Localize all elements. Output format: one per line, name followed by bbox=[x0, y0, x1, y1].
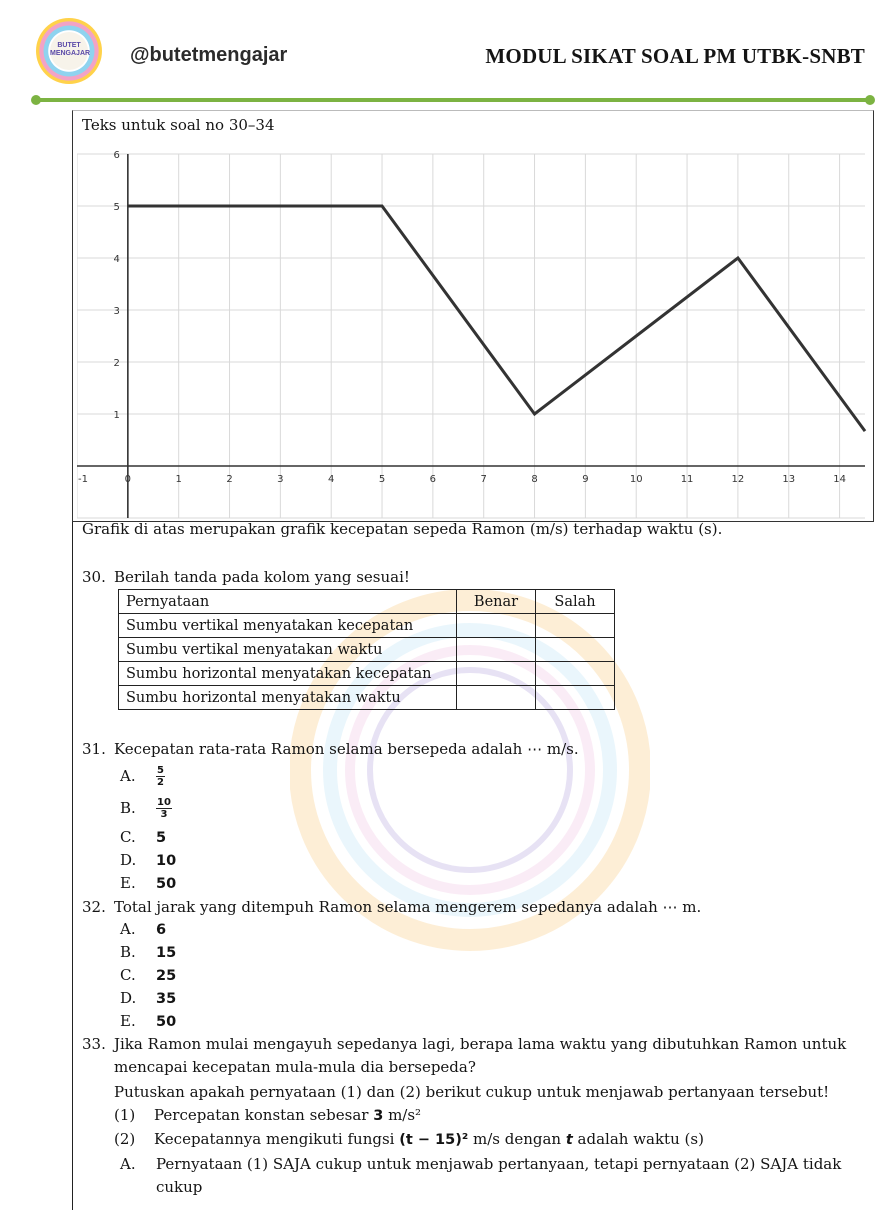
statement-cell: Sumbu horizontal menyatakan waktu bbox=[119, 686, 457, 710]
fraction-numerator: 10 bbox=[156, 797, 172, 809]
option-value: 50 bbox=[156, 1014, 176, 1030]
butet-mengajar-logo-icon bbox=[36, 18, 102, 84]
option-letter: A. bbox=[120, 920, 156, 938]
salah-cell[interactable] bbox=[536, 638, 615, 662]
option-letter: E. bbox=[120, 874, 156, 892]
option-a[interactable] bbox=[120, 765, 165, 788]
option-a[interactable] bbox=[120, 1155, 841, 1173]
option-d[interactable] bbox=[120, 851, 176, 869]
fraction-denominator: 3 bbox=[156, 809, 172, 820]
logo-center bbox=[50, 32, 88, 70]
x-tick-label: 13 bbox=[782, 474, 795, 485]
statement-cell: Sumbu horizontal menyatakan kecepatan bbox=[119, 662, 457, 686]
x-tick-label: 6 bbox=[430, 474, 436, 485]
salah-cell[interactable] bbox=[536, 614, 615, 638]
x-tick-label: 9 bbox=[582, 474, 588, 485]
option-d[interactable] bbox=[120, 989, 176, 1007]
fraction-numerator: 5 bbox=[156, 765, 165, 777]
option-letter: B. bbox=[120, 943, 156, 961]
option-letter: A. bbox=[120, 767, 156, 785]
salah-cell[interactable] bbox=[536, 686, 615, 710]
y-tick-label: 5 bbox=[113, 202, 119, 213]
statement-text: Kecepatannya mengikuti fungsi bbox=[154, 1130, 399, 1148]
question-32 bbox=[82, 898, 701, 916]
option-value: 6 bbox=[156, 922, 166, 938]
table-row bbox=[119, 638, 615, 662]
graph-heading: Teks untuk soal no 30–34 bbox=[82, 116, 275, 134]
option-letter: E. bbox=[120, 1012, 156, 1030]
instruction-text: Putuskan apakah pernyataan (1) dan (2) berikut cukup untuk menjawab pertanyaan tersebut! bbox=[114, 1083, 829, 1101]
statement-unit: m/s dengan bbox=[468, 1130, 566, 1148]
option-value: 35 bbox=[156, 991, 176, 1007]
chart-grid bbox=[77, 154, 865, 518]
x-tick-label: 12 bbox=[732, 474, 745, 485]
option-text-line1: Pernyataan (1) SAJA cukup untuk menjawab pertanyaan, tetapi pernyataan (2) SAJA tidak bbox=[156, 1155, 841, 1173]
graph-caption: Grafik di atas merupakan grafik kecepatan sepeda Ramon (m/s) terhadap waktu (s). bbox=[82, 520, 722, 538]
option-value: 50 bbox=[156, 876, 176, 892]
option-value: 5 bbox=[156, 830, 166, 846]
social-handle: @butetmengajar bbox=[130, 44, 287, 67]
x-tick-label: 3 bbox=[277, 474, 283, 485]
statement-variable: t bbox=[566, 1132, 573, 1148]
y-tick-label: 6 bbox=[113, 150, 119, 161]
statement-cell: Sumbu vertikal menyatakan waktu bbox=[119, 638, 457, 662]
option-value: 15 bbox=[156, 945, 176, 961]
statement-formula: (t − 15)² bbox=[399, 1132, 468, 1148]
rule-right-dot bbox=[865, 95, 875, 105]
option-letter: D. bbox=[120, 851, 156, 869]
question-number: 31. bbox=[82, 740, 114, 758]
statement-label: (2) bbox=[114, 1130, 154, 1148]
option-b[interactable] bbox=[120, 797, 172, 820]
x-tick-label: 2 bbox=[226, 474, 232, 485]
table-row bbox=[119, 614, 615, 638]
velocity-time-chart bbox=[77, 150, 867, 520]
option-a[interactable] bbox=[120, 920, 166, 938]
page-header bbox=[0, 0, 887, 112]
question-text: Total jarak yang ditempuh Ramon selama mengerem sepedanya adalah ⋯ m. bbox=[114, 898, 701, 916]
option-c[interactable] bbox=[120, 828, 166, 846]
velocity-line bbox=[128, 206, 865, 431]
header-rule bbox=[36, 98, 870, 102]
statement-1 bbox=[114, 1106, 421, 1124]
option-e[interactable] bbox=[120, 1012, 176, 1030]
option-value: 10 bbox=[156, 853, 176, 869]
option-letter: C. bbox=[120, 966, 156, 984]
x-tick-label: 14 bbox=[833, 474, 846, 485]
statement-table bbox=[118, 589, 615, 710]
chart-series bbox=[128, 206, 865, 431]
statement-tail: adalah waktu (s) bbox=[573, 1130, 704, 1148]
statement-text: Percepatan konstan sebesar bbox=[154, 1106, 373, 1124]
y-tick-label: 2 bbox=[113, 358, 119, 369]
module-title: MODUL SIKAT SOAL PM UTBK-SNBT bbox=[485, 44, 865, 69]
option-b[interactable] bbox=[120, 943, 176, 961]
option-value: 25 bbox=[156, 968, 176, 984]
statement-value: 3 bbox=[373, 1108, 383, 1124]
question-text-line1: Jika Ramon mulai mengayuh sepedanya lagi, berapa lama waktu yang dibutuhkan Ramon untuk bbox=[114, 1035, 846, 1053]
salah-cell[interactable] bbox=[536, 662, 615, 686]
option-c[interactable] bbox=[120, 966, 176, 984]
question-text-line2: mencapai kecepatan mula-mula dia bersepeda? bbox=[114, 1058, 476, 1076]
statement-unit: m/s² bbox=[383, 1106, 421, 1124]
logo-text: BUTET MENGAJAR bbox=[50, 42, 88, 58]
question-number: 33. bbox=[82, 1035, 114, 1053]
question-33 bbox=[82, 1035, 846, 1053]
benar-cell[interactable] bbox=[457, 614, 536, 638]
fraction-denominator: 2 bbox=[156, 777, 165, 788]
option-letter: C. bbox=[120, 828, 156, 846]
table-header-row bbox=[119, 590, 615, 614]
question-number: 30. bbox=[82, 568, 114, 586]
x-tick-label: 1 bbox=[175, 474, 181, 485]
rule-left-dot bbox=[31, 95, 41, 105]
x-tick-label: 11 bbox=[681, 474, 694, 485]
x-tick-label: 7 bbox=[481, 474, 487, 485]
statement-label: (1) bbox=[114, 1106, 154, 1124]
y-tick-label: 3 bbox=[113, 306, 119, 317]
x-tick-label: 8 bbox=[531, 474, 537, 485]
option-letter: B. bbox=[120, 799, 156, 817]
benar-cell[interactable] bbox=[457, 638, 536, 662]
header-benar: Benar bbox=[457, 590, 536, 614]
y-tick-label: 1 bbox=[113, 410, 119, 421]
x-tick-label: 5 bbox=[379, 474, 385, 485]
header-salah: Salah bbox=[536, 590, 615, 614]
option-e[interactable] bbox=[120, 874, 176, 892]
x-tick-label: 10 bbox=[630, 474, 643, 485]
question-text: Kecepatan rata-rata Ramon selama bersepeda adalah ⋯ m/s. bbox=[114, 740, 579, 758]
question-text: Berilah tanda pada kolom yang sesuai! bbox=[114, 568, 410, 586]
y-tick-label: 4 bbox=[113, 254, 119, 265]
option-letter: A. bbox=[120, 1155, 156, 1173]
benar-cell[interactable] bbox=[457, 662, 536, 686]
x-tick-label: 4 bbox=[328, 474, 334, 485]
chart-axes bbox=[77, 154, 865, 518]
x-tick-label: -1 bbox=[78, 474, 88, 485]
header-statement: Pernyataan bbox=[119, 590, 457, 614]
table-row bbox=[119, 662, 615, 686]
x-tick-label: 0 bbox=[125, 474, 131, 485]
question-31 bbox=[82, 740, 579, 758]
benar-cell[interactable] bbox=[457, 686, 536, 710]
option-text-line2: cukup bbox=[156, 1178, 202, 1196]
table-row bbox=[119, 686, 615, 710]
statement-cell: Sumbu vertikal menyatakan kecepatan bbox=[119, 614, 457, 638]
statement-2 bbox=[114, 1130, 704, 1148]
fraction bbox=[156, 797, 172, 820]
question-number: 32. bbox=[82, 898, 114, 916]
question-30 bbox=[82, 568, 410, 586]
fraction bbox=[156, 765, 165, 788]
option-letter: D. bbox=[120, 989, 156, 1007]
